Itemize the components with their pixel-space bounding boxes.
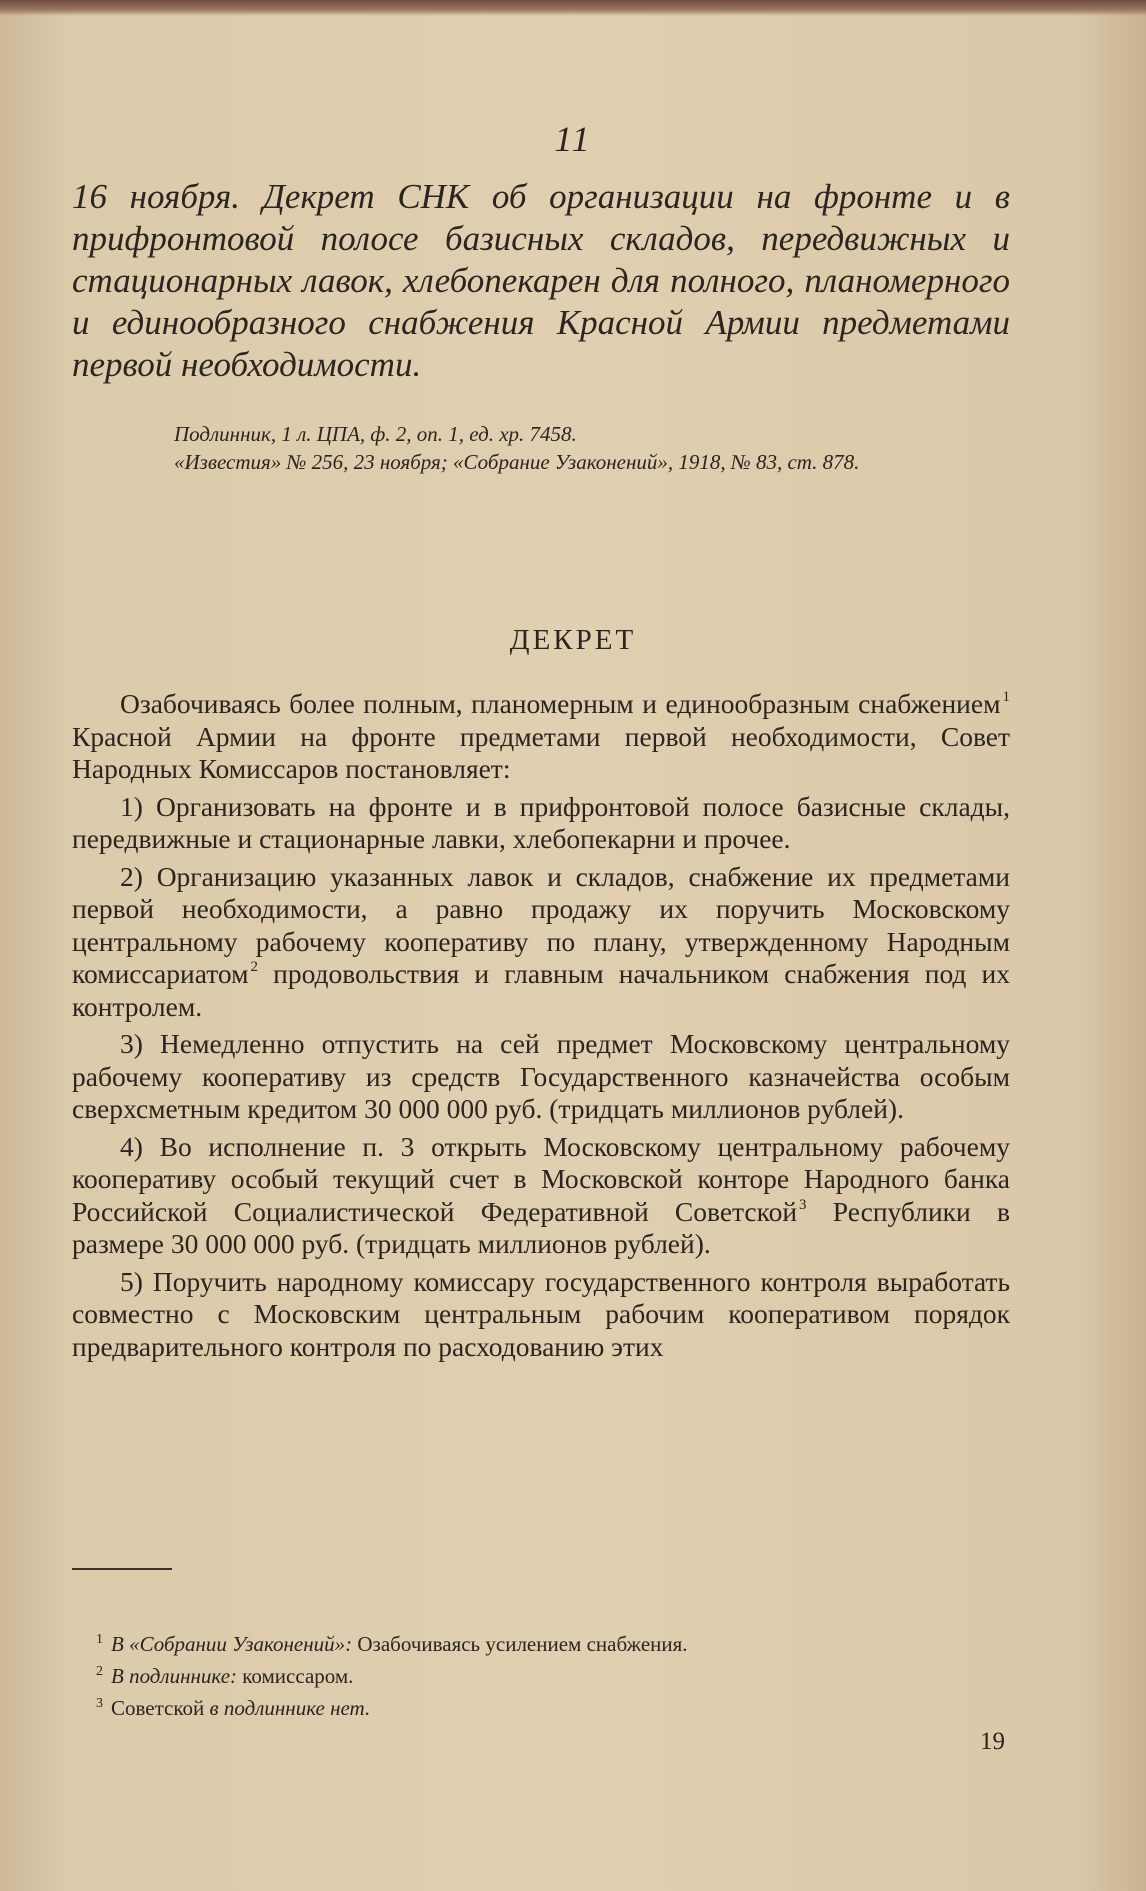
footnote: [96, 1626, 996, 1658]
footnote-mark: 3: [96, 1696, 103, 1711]
footnote-text: комиссаром.: [237, 1664, 354, 1688]
footnote-ref: 3: [799, 1196, 807, 1213]
footnote-text: Озабочиваясь усилением снабжения.: [352, 1632, 688, 1656]
paragraph-text: 4) Во исполнение п. 3 открыть Московскому центральному рабочему кооперативу особый текущий счет в Московской конторе Народного банка Российской Социалистической Федеративной Советской: [72, 1130, 1010, 1227]
paragraph-1: 1) Организовать на фронте и в прифронтовой полосе базисные склады, передвижные и стационарные лавки, хлебопекарни и прочее.: [72, 790, 1010, 854]
footnote-italic: В подлиннике:: [111, 1664, 238, 1688]
footnote-ref: 1: [1002, 689, 1010, 705]
footnote: [96, 1658, 996, 1690]
paragraph-5: 5) Поручить народному комиссару государственного контроля выработать совместно с Московским центральным рабочим кооперативом порядок предварительного контроля по расходованию этих: [72, 1265, 1010, 1362]
paragraph-text: 2) Организацию указанных лавок и складов, снабжение их предметами первой необходимости, а равно продажу их поручить Московскому центральному рабочему кооперативу по плану, утвержденному Народным комиссариатом: [72, 860, 1010, 989]
footnotes: [96, 1626, 996, 1722]
paragraph-text: Республики в размере 30 000 000 руб. (тридцать миллионов рублей).: [72, 1195, 1011, 1259]
footnote-mark: 1: [96, 1632, 103, 1647]
document-heading: 16 ноября. Декрет СНК об организации на фронте и в прифронтовой полосе базисных складов, передвижных и стационарных лавок, хлебопекарен для полного, планомерного и единообразного снабжения Красной Армии предметами первой необходимости.: [72, 177, 1010, 384]
source-line: «Известия» № 256, 23 ноября; «Собрание Узаконений», 1918, № 83, ст. 878.: [174, 450, 860, 474]
page-number: 19: [980, 1728, 1005, 1755]
footnote-mark: 2: [96, 1664, 103, 1679]
paragraph-3: 3) Немедленно отпустить на сей предмет Московскому центральному рабочему кооперативу из средств Государственного казначейства особым сверхсметным кредитом 30 000 000 руб. (тридцать миллионов рублей).: [72, 1028, 1010, 1124]
footnote-italic: в подлиннике нет.: [209, 1696, 371, 1720]
page-top-edge: [0, 0, 1146, 16]
paragraph-text: Красной Армии на фронте предметами первой необходимости, Совет Народных Комиссаров постановляет:: [72, 720, 1010, 784]
footnote-italic: В «Собрании Узаконений»:: [111, 1632, 353, 1656]
decree-title: ДЕКРЕТ: [509, 624, 637, 656]
paragraph-2: [72, 861, 1010, 1024]
paragraph-intro: [72, 688, 1010, 786]
footnote-text: Советской: [111, 1696, 210, 1720]
paragraph-text: Озабочиваясь более полным, планомерным и единообразным снабжением: [120, 688, 1001, 719]
paragraph-text: продовольствия и главным начальником снабжения под их контролем.: [72, 958, 1010, 1022]
source-line: Подлинник, 1 л. ЦПА, ф. 2, оп. 1, ед. хр. 7458.: [174, 422, 577, 446]
footnote: [96, 1690, 996, 1722]
footnote-ref: 2: [250, 959, 259, 975]
decree-body: [72, 688, 1010, 1368]
paragraph-4: [72, 1131, 1010, 1261]
footnote-divider: [72, 1568, 172, 1570]
source-references: [174, 420, 1010, 476]
document-number: 11: [554, 119, 592, 159]
